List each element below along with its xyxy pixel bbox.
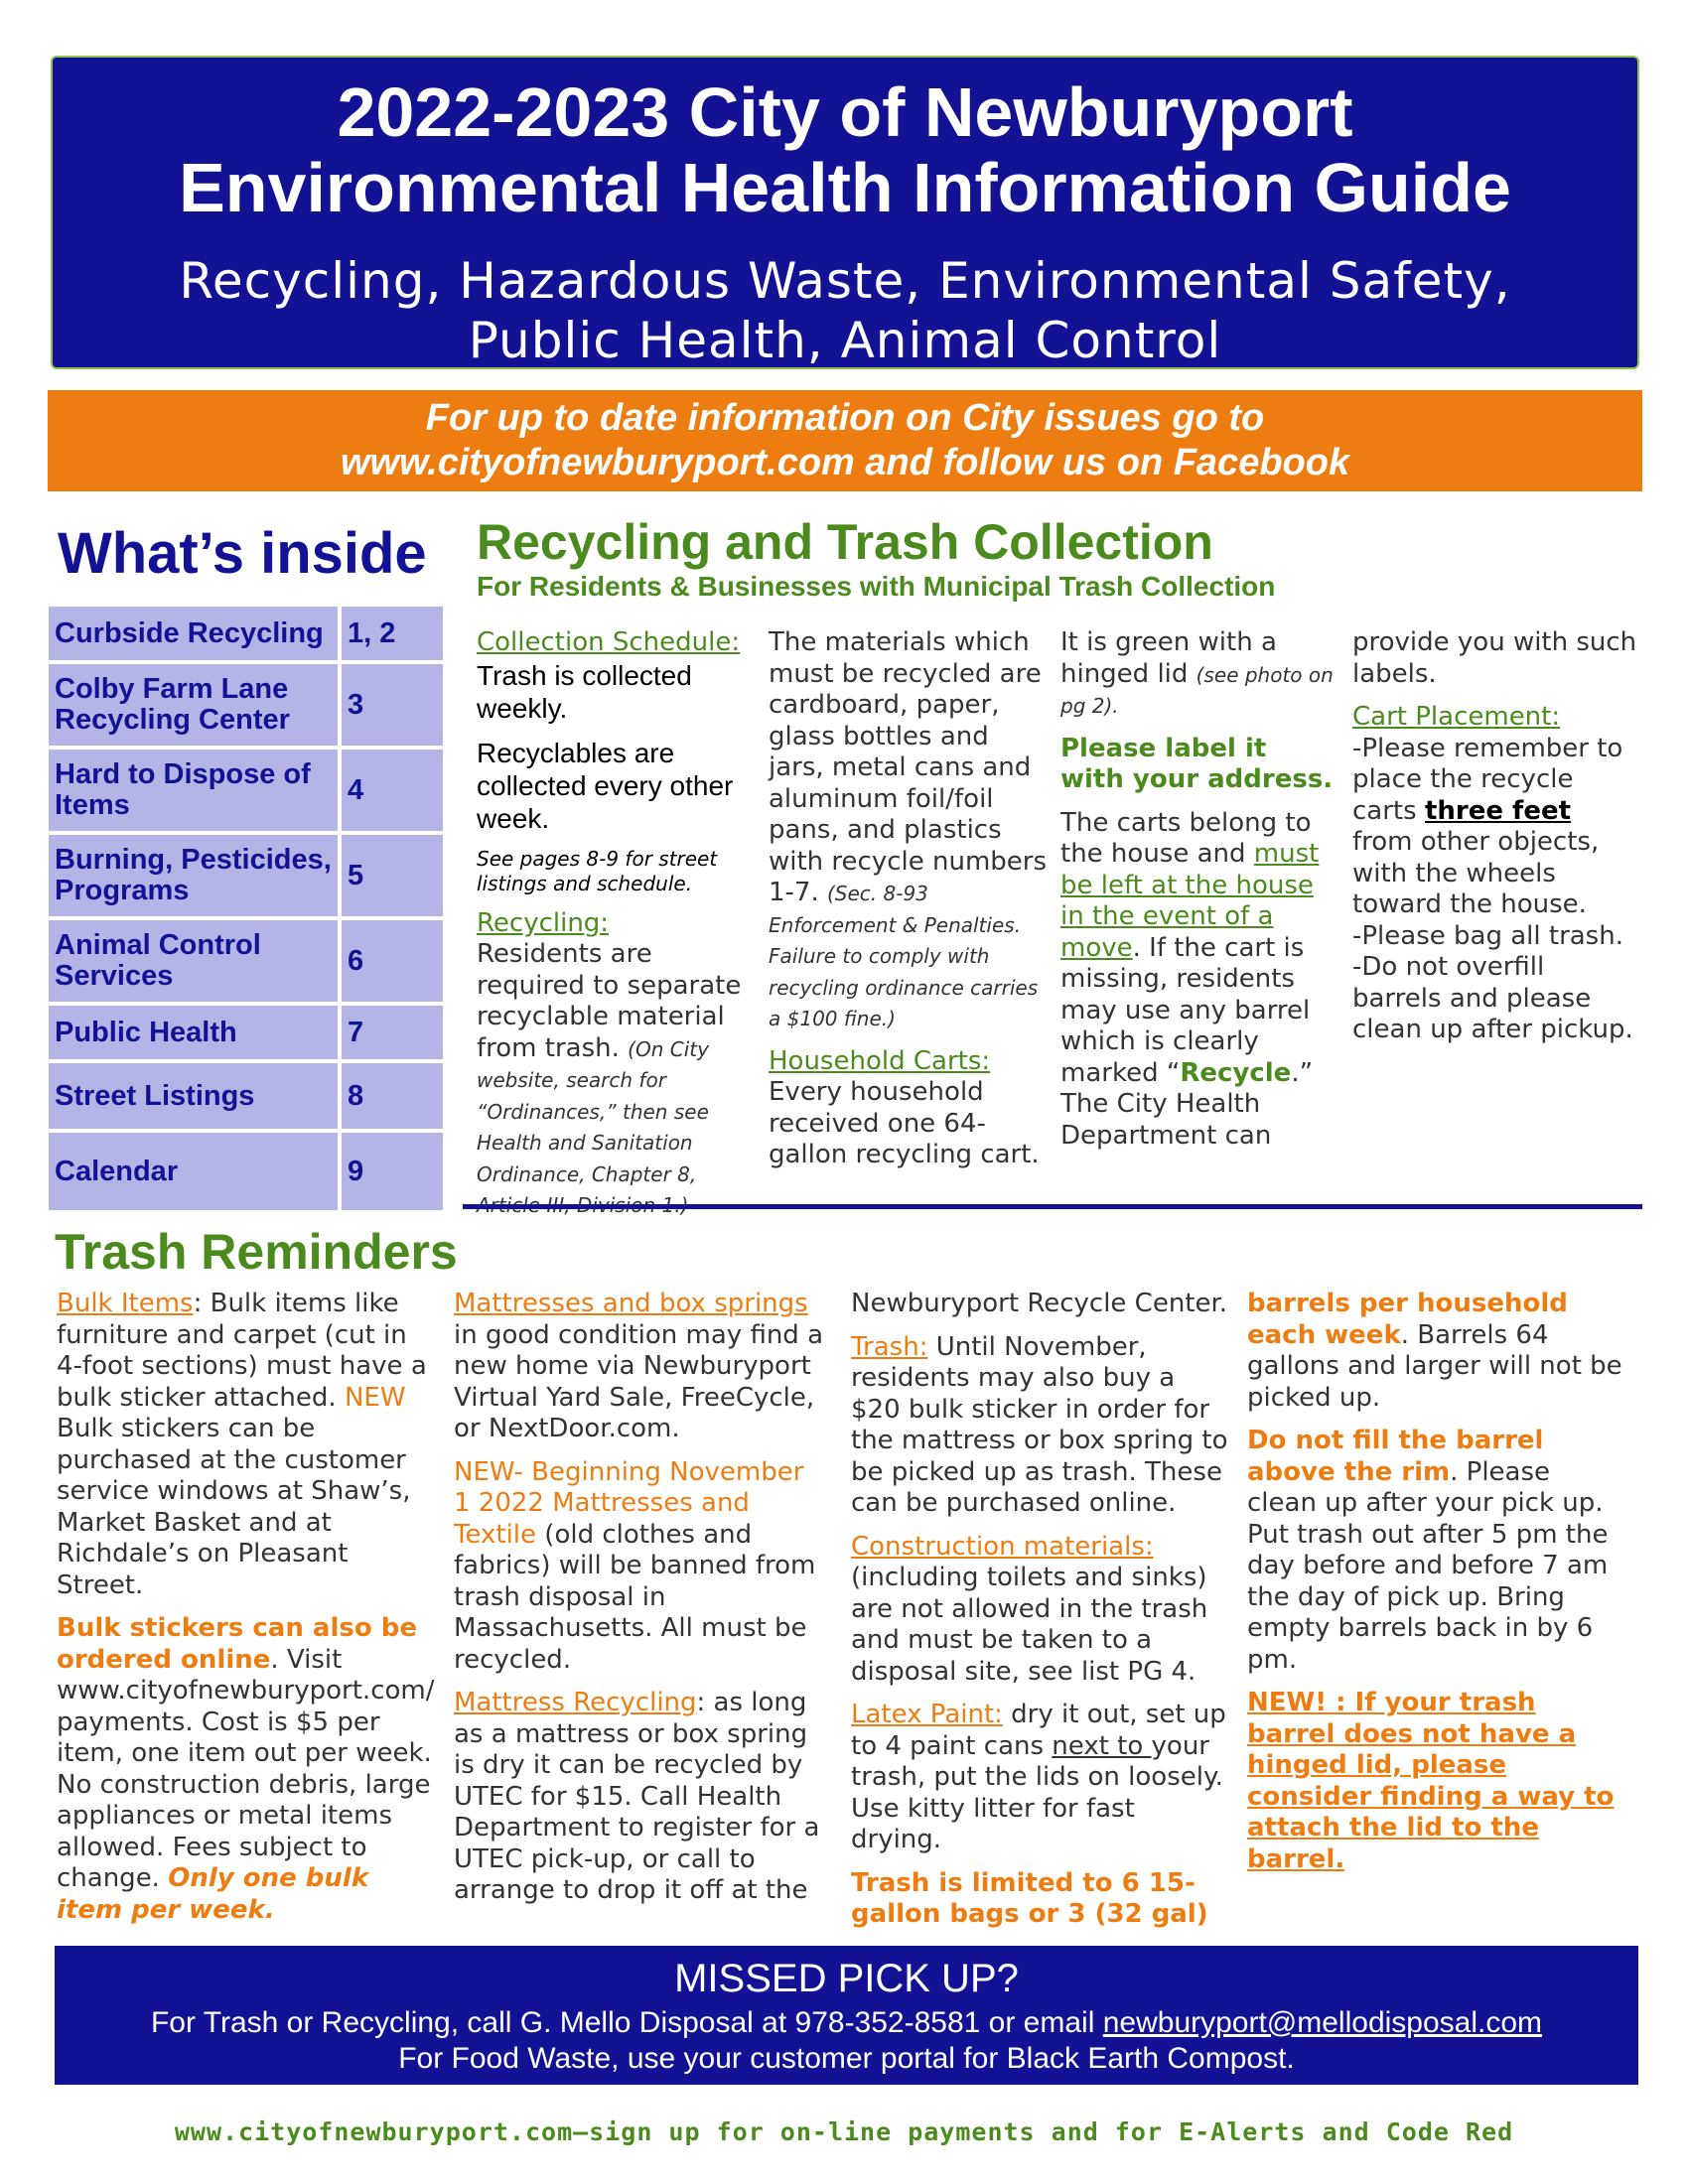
construction-text: (including toilets and sinks) are not allowed in the trash and must be taken to a disposal site, see list PG 4. [851,1563,1208,1687]
info-banner [48,390,1642,491]
trash-reminders-title: Trash Reminders [55,1224,458,1280]
info-banner-line1: For up to date information on City issues go to [425,397,1265,439]
toc-row[interactable] [47,748,445,833]
bulk-items-heading: Bulk Items [57,1289,194,1318]
trash-column-1 [57,1289,436,1926]
food-waste-text: For Food Waste, use your customer portal for Black Earth Compost. [398,2042,1295,2075]
trash-heading: Trash: [851,1331,928,1362]
mattresses-text: in good condition may find a new home via Newburyport Virtual Yard Sale, FreeCycle, or NextDoor.com. [454,1319,823,1443]
latex-paint-text: dry it out, set up to 4 paint cans [851,1700,1226,1761]
recycling-section-subtitle: For Residents & Businesses with Municipal Trash Collection [477,571,1276,602]
carts-belong-text: The carts belong to the house and [1060,807,1312,869]
guide-title-line2: Environmental Health Information Guide [179,149,1511,226]
schedule-note: See pages 8-9 for street listings and schedule. [477,846,718,895]
toc-row[interactable] [47,833,445,918]
labels-text: provide you with such labels. [1352,627,1637,689]
construction-heading: Construction materials: [851,1531,1154,1562]
health-department-text: .” The City Health Department can [1060,1057,1314,1151]
recycling-column-4 [1352,627,1638,1046]
recycling-section-title: Recycling and Trash Collection [477,514,1213,570]
section-divider [463,1204,1642,1209]
label-address-text: Please label it with your address. [1060,733,1334,794]
toc-row[interactable] [47,1004,445,1061]
toc-label: Calendar [47,1131,340,1212]
table-of-contents [45,603,447,1214]
one-bulk-item-text: Only one bulk item per week. [57,1863,369,1925]
recycling-column-1 [477,627,757,1221]
carts-stay-text: must be left at the house in the event of a move [1060,839,1320,963]
toc-label: Burning, Pesticides, Programs [47,833,340,918]
missed-pickup-box [55,1946,1638,2085]
next-to-text: next to [1052,1730,1152,1761]
order-online-text: . Visit www.cityofnewburyport.com/ payments. Cost is $5 per item, one item out per week. No construction debris, large appliances or metal items allowed. Fees subject to change. [57,1644,435,1893]
mello-disposal-text: For Trash or Recycling, call G. Mello Disposal at 978-352-8581 or email [150,2006,1103,2039]
ordinance-note: (On City website, search for “Ordinances,” then see Health and Sanitation Ordinance, Chapter 8, [477,1036,709,1186]
info-banner-line2[interactable]: www.cityofnewburyport.com and follow us on Facebook [340,442,1350,483]
overfill-text: -Do not overfill barrels and please clean up after pickup. [1352,952,1633,1044]
photo-note: (see photo on pg 2). [1060,662,1334,718]
trash-weekly-text: Trash is collected weekly. [477,659,692,724]
toc-page: 6 [340,918,445,1004]
toc-label: Curbside Recycling [47,605,340,662]
mello-email-link[interactable]: newburyport@mellodisposal.com [1102,2006,1543,2039]
trash-column-2 [454,1289,823,1907]
cart-placement-heading: Cart Placement: [1352,702,1561,732]
three-feet-text: three feet [1424,795,1572,826]
mattress-ban-text: (old clothes and fabrics) will be banned from trash disposal in Massachusetts. All must be recycled. [454,1519,816,1675]
toc-page: 5 [340,833,445,918]
order-online-heading: Bulk stickers can also be ordered online [57,1613,417,1675]
mattress-recycling-text: : as long as a mattress or box spring is dry it can be recycled by UTEC for $15. Call Health Department to register for a UTEC pick-up, or call to arrange to drop it off at the [454,1688,820,1905]
mattress-ban-heading: NEW- Beginning November 1 2022 Mattresses and Textile [454,1456,804,1550]
latex-paint-rest: your trash, put the lids on loosely. Use kitty litter for fast drying. [851,1730,1223,1854]
footer-text[interactable]: www.cityofnewburyport.com—sign up for on-line payments and for E-Alerts and Code Red [174,2117,1514,2146]
toc-label: Hard to Dispose of Items [47,748,340,833]
trash-sticker-text: Until November, residents may also buy a $20 bulk sticker in order for the mattress or box spring to be picked up as trash. These can be purchased online. [851,1331,1228,1518]
new-badge: NEW [344,1382,406,1413]
recycling-column-3 [1060,627,1335,1152]
trash-column-3 [851,1289,1232,1931]
bulk-stickers-text: Bulk stickers can be purchased at the customer service windows at Shaw’s, Market Basket and at Richdale’s on Pleasant Street. [57,1414,411,1600]
toc-label: Animal Control Services [47,918,340,1004]
recycle-word: Recycle [1180,1057,1292,1088]
bag-trash-text: -Please bag all trash. [1352,920,1623,951]
guide-title-line1: 2022-2023 City of Newburyport [337,73,1353,151]
cart-green-text: It is green with a hinged lid [1060,627,1277,689]
barrels-limit-heading: barrels per household each week [1247,1289,1568,1350]
pickup-times-text: . Please clean up after your pick up. Put trash out after 5 pm the day before and before 7 am the day of pick up. Bring empty barrels back in by 6 pm. [1247,1456,1609,1675]
toc-page: 1, 2 [340,605,445,662]
title-banner [51,56,1639,369]
toc-page: 4 [340,748,445,833]
toc-label: Street Listings [47,1061,340,1131]
trash-limit-text: Trash is limited to 6 15-gallon bags or 3 (32 gal) [851,1867,1208,1929]
toc-page: 3 [340,662,445,748]
recycle-center-text: Newburyport Recycle Center. [851,1289,1228,1318]
household-carts-text: Every household received one 64-gallon recycling cart. [769,1077,1040,1169]
toc-row[interactable] [47,662,445,748]
recycling-column-2 [769,627,1049,1171]
recycling-heading: Recycling: [477,907,610,938]
bulk-items-text: : Bulk items like furniture and carpet (cut in 4-foot sections) must have a bulk sticker attached. [57,1289,427,1413]
toc-row[interactable] [47,918,445,1004]
fill-rim-heading: Do not fill the barrel above the rim [1247,1426,1544,1487]
cart-missing-text: . If the cart is missing, residents may use any barrel which is clearly marked “ [1060,932,1311,1088]
barrels-limit-text: . Barrels 64 gallons and larger will not be picked up. [1247,1319,1622,1413]
trash-column-4 [1247,1289,1624,1875]
materials-text: The materials which must be recycled are cardboard, paper, glass bottles and jars, metal cans and aluminum foil/foil pans, and plastics with recycle numbers 1-7. [769,627,1048,907]
toc-page: 9 [340,1131,445,1212]
guide-subtitle-line1: Recycling, Hazardous Waste, Environmental Safety, [179,252,1511,310]
guide-subtitle-line2: Public Health, Animal Control [468,312,1222,369]
toc-label: Public Health [47,1004,340,1061]
missed-pickup-title: MISSED PICK UP? [674,1957,1019,2000]
toc-row[interactable] [47,605,445,662]
toc-page: 8 [340,1061,445,1131]
recycling-text: Residents are required to separate recyclable material from trash. [477,939,742,1063]
missed-pickup-contact [55,2005,1638,2041]
household-carts-heading: Household Carts: [769,1045,991,1076]
collection-schedule-heading: Collection Schedule: [477,627,741,657]
whats-inside-title: What’s inside [58,521,427,586]
placement-text: -Please remember to place the recycle carts [1352,733,1623,826]
toc-row[interactable] [47,1131,445,1212]
enforcement-note: (Sec. 8-93 Enforcement & Penalties. Failure to comply with recycling ordinance carries a $100 fine.) [769,882,1039,1030]
latex-paint-heading: Latex Paint: [851,1700,1003,1729]
toc-row[interactable] [47,1061,445,1131]
mattress-recycling-heading: Mattress Recycling [454,1688,697,1717]
hinged-lid-notice: NEW! : If your trash barrel does not have a hinged lid, please consider finding a way to attach the lid to the barrel. [1247,1688,1615,1874]
mattresses-heading: Mattresses and box springs [454,1289,808,1318]
toc-page: 7 [340,1004,445,1061]
toc-label: Colby Farm Lane Recycling Center [47,662,340,748]
recyclables-schedule-text: Recyclables are collected every other week. [477,737,734,834]
placement-rest: from other objects, with the wheels toward the house. [1352,827,1600,919]
